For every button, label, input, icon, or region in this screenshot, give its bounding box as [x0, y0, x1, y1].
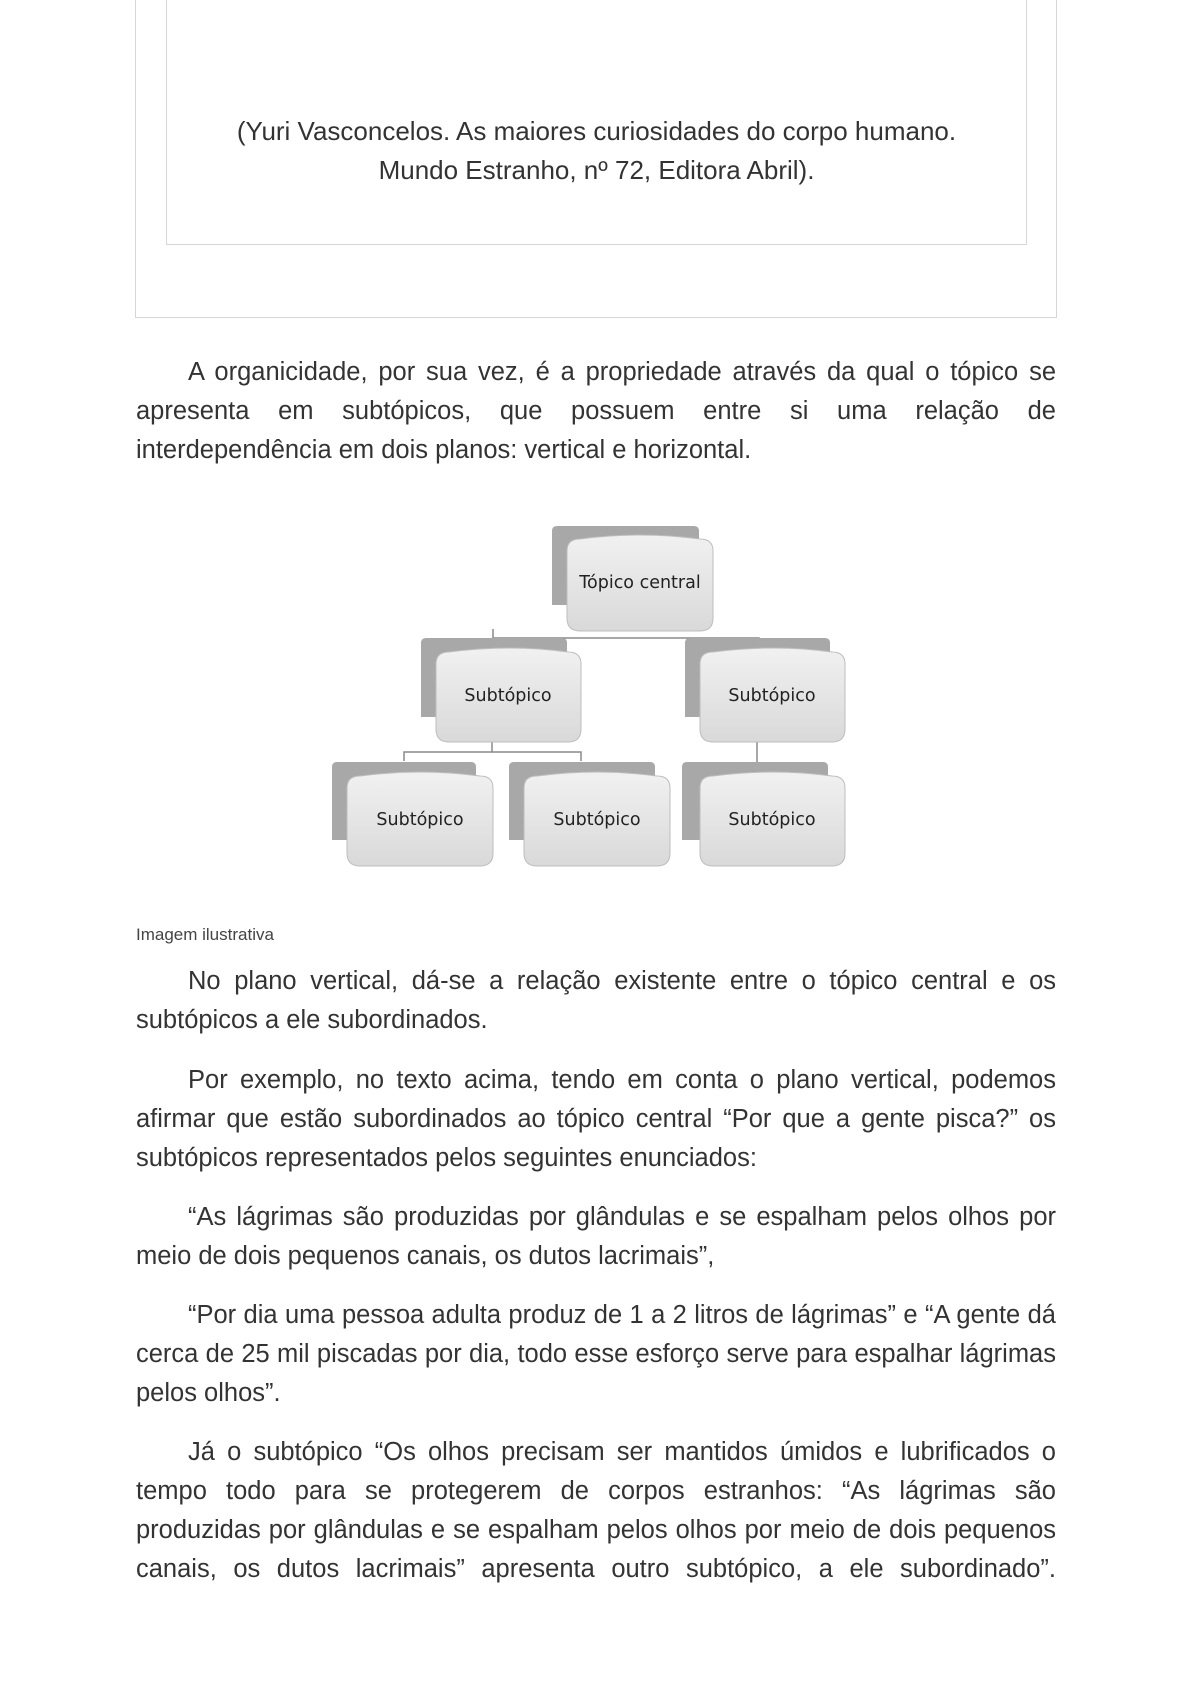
node-leaf-1 [332, 762, 493, 866]
citation [166, 112, 1027, 190]
image-caption: Imagem ilustrativa [136, 925, 274, 944]
node-subtopic-left [421, 638, 581, 742]
paragraph-quote-lagrimas: “As lágrimas são produzidas por glândulas e se espalham pelos olhos por meio de dois pequenos canais, os dutos lacrimais”, [136, 1203, 1056, 1270]
citation-line-2: Mundo Estranho, nº 72, Editora Abril). [378, 155, 815, 185]
node-central-topic [552, 526, 713, 631]
paragraph-por-exemplo: Por exemplo, no texto acima, tendo em conta o plano vertical, podemos afirmar que estão subordinados ao tópico central “Por que a gente pisca?” os subtópicos representados pelos seguintes enunciados: [136, 1066, 1056, 1172]
node-subtopic-right [685, 638, 845, 742]
connector-left-to-leaf1 [404, 741, 492, 761]
node-central-label: Tópico central [579, 573, 701, 593]
node-subtopic-left-label: Subtópico [464, 686, 552, 706]
node-subtopic-right-label: Subtópico [728, 686, 816, 706]
connector-left-to-leaf2 [492, 752, 581, 761]
topic-hierarchy-diagram [320, 525, 850, 875]
paragraph-ja-o-subtopico: Já o subtópico “Os olhos precisam ser mantidos úmidos e lubrificados o tempo todo para se protegerem de corpos estranhos: “As lágrimas são produzidas por glândulas e se espalham pelos olhos por meio de dois pequenos canais, os dutos lacrimais” apresenta outro subtópico, a ele subordinado”. [136, 1438, 1056, 1583]
citation-line-1: (Yuri Vasconcelos. As maiores curiosidades do corpo humano. [236, 116, 957, 146]
node-leaf-3 [682, 762, 845, 866]
paragraph-organicidade: A organicidade, por sua vez, é a propriedade através da qual o tópico se apresenta em subtópicos, que possuem entre si uma relação de interdependência em dois planos: vertical e horizontal. [136, 358, 1056, 464]
node-leaf-3-label: Subtópico [728, 810, 816, 830]
node-leaf-2 [509, 762, 670, 866]
paragraph-plano-vertical: No plano vertical, dá-se a relação existente entre o tópico central e os subtópicos a ele subordinados. [136, 967, 1056, 1034]
paragraph-quote-por-dia: “Por dia uma pessoa adulta produz de 1 a 2 litros de lágrimas” e “A gente dá cerca de 25 mil piscadas por dia, todo esse esforço serve para espalhar lágrimas pelos olhos”. [136, 1301, 1056, 1407]
node-leaf-2-label: Subtópico [553, 810, 641, 830]
node-leaf-1-label: Subtópico [376, 810, 464, 830]
